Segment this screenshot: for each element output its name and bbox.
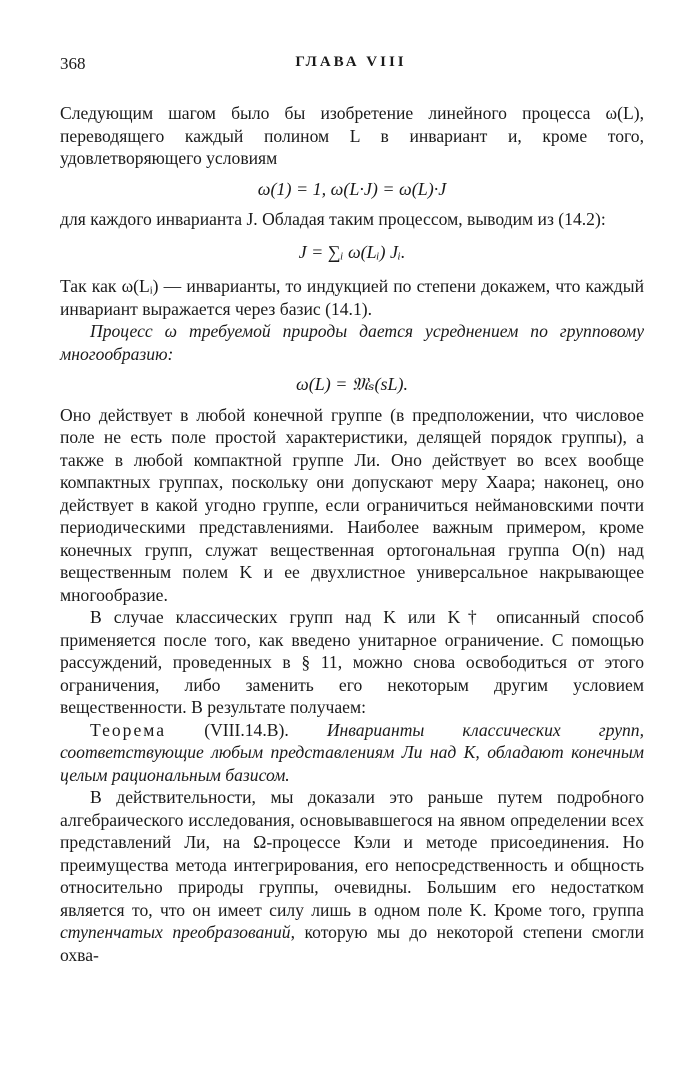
paragraph-6: В случае классических групп над K или K† описанный способ применяется после того, как введено унитарное ограничение. С помощью рассуждений, проведенных в § 11, можно снова освободиться от этого ограничения, либо заменить его некоторым другим условием вещественности. В результате получаем: (60, 607, 644, 717)
formula-conditions: ω(1) = 1, ω(L·J) = ω(L)·J (257, 178, 447, 199)
page-body (60, 102, 644, 966)
paragraph-5: Оно действует в любой конечной группе (в предположении, что числовое поле не есть поле простой характеристики, делящей порядок группы), а также в любой компактной группе Ли. Оно действует во всех вообще компактных группах, поскольку они допускают меру Хаара; наконец, оно действует в какой угодно группе, если ограничиться неймановскими почти периодическими представлениями. Наиболее важным примером, кроме конечных групп, служат вещественная ортогональная группа O(n) над вещественным полем K и ее двухлистное универсальное накрывающее многообразие. (60, 404, 644, 605)
chapter-title: ГЛАВА VIII (295, 54, 407, 70)
paragraph-8-text-b: , которую мы до некоторой степени смогли охва- (60, 922, 645, 965)
paragraph-4: Процесс ω требуемой природы дается усреднением по групповому многообразию: (60, 321, 644, 364)
paragraph-8-text-a: В действительности, мы доказали это раньше путем подробного алгебраического исследования, основывавшегося на явном определении всех представлений Ли, на Ω-процессе Кэли и методе присоединения. Но преимущества метода интегрирования, его непосредственность и общность относительно природы группы, очевидны. Большим его недостатком является то, что он имеет силу лишь в одном поле K. Кроме того, группа (60, 787, 644, 920)
paragraph-8 (60, 786, 644, 966)
paragraph-1: Следующим шагом было бы изобретение линейного процесса ω(L), переводящего каждый полином L в инвариант и, кроме того, удовлетворяющего условиям (60, 103, 644, 168)
theorem-paragraph (60, 719, 644, 787)
page-header (60, 54, 642, 80)
paragraph-2: для каждого инварианта J. Обладая таким процессом, выводим из (14.2): (60, 209, 606, 229)
theorem-label: Теорема (90, 719, 167, 740)
theorem-ref: (VIII.14.B). (166, 719, 327, 740)
formula-average: ω(L) = 𝔐ₛ(sL). (296, 374, 408, 394)
theorem-text: Инварианты классических групп, соответствующие любым представлениям Ли над K, обладают конечным целым рациональным базисом. (60, 719, 645, 785)
formula-sum: J = ∑ᵢ ω(Lᵢ) Jᵢ. (298, 241, 406, 262)
page-number: 368 (60, 54, 86, 73)
paragraph-8-italic: ступенчатых преобразований (60, 922, 291, 942)
paragraph-3: Так как ω(Lᵢ) — инварианты, то индукцией по степени докажем, что каждый инвариант выражается через базис (14.1). (60, 276, 644, 319)
